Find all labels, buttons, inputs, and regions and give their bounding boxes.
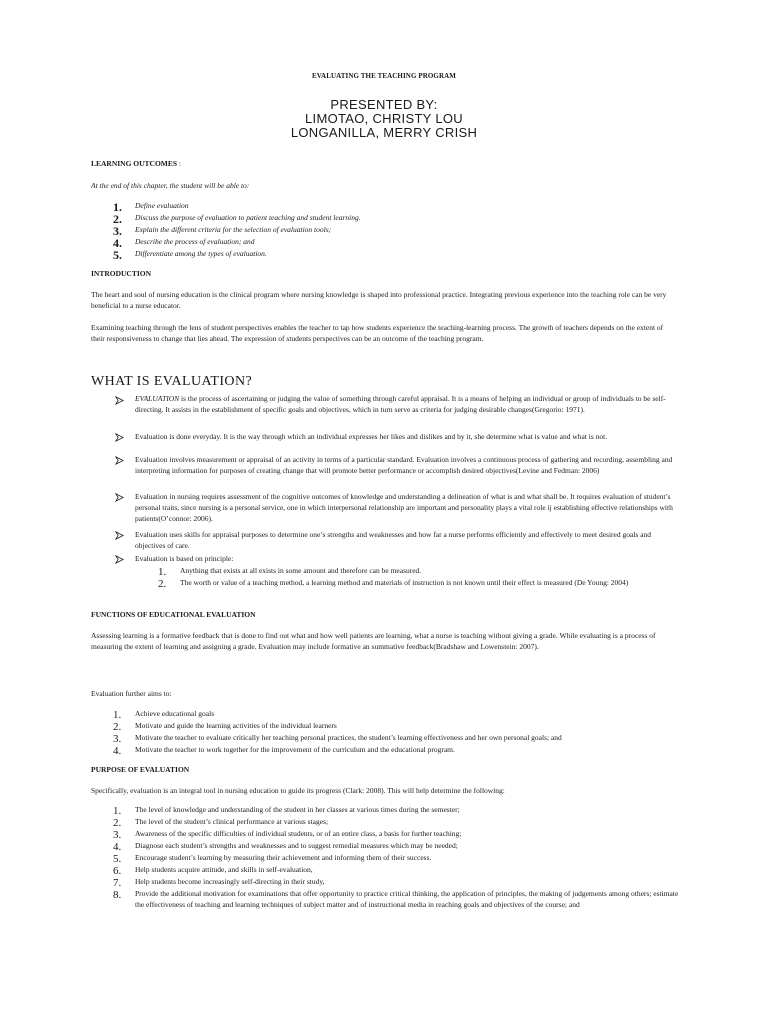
bullet-item: Evaluation in nursing requires assessment of the cognitive outcomes of knowledge and understanding a delineation of what is and what shall be. It requires evaluation of student’s personal traits, since nursing is a personal service, one in which interpersonal relationship are important and personality plays a vital role ij establishing effective relationships with patients(O’connor: 2006).: [135, 492, 673, 523]
list-number: 5.: [113, 853, 122, 865]
aim-item: Achieve educational goals: [135, 709, 215, 718]
heading-text: LEARNING OUTCOMES: [91, 159, 178, 168]
outcome-item: Differentiate among the types of evaluation.: [135, 249, 267, 258]
list-number: 2.: [113, 212, 122, 226]
aim-item: Motivate and guide the learning activities of the individual learners: [135, 721, 337, 730]
section-heading-functions: FUNCTIONS OF EDUCATIONAL EVALUATION: [91, 610, 256, 619]
outcome-item: Explain the different criteria for the selection of evaluation tools;: [135, 225, 332, 234]
bullet-item: Evaluation is based on principle:: [135, 554, 234, 563]
list-number: 3.: [113, 224, 122, 238]
list-number: 4.: [113, 236, 122, 250]
presenter-name: LONGANILLA, MERRY CRISH: [290, 125, 478, 140]
list-number: 1.: [113, 805, 122, 817]
list-number: 4.: [113, 841, 122, 853]
bullet-lead-word: EVALUATION: [135, 394, 180, 403]
purpose-item: Encourage student’s learning by measuring their achievement and informing them of their success.: [135, 853, 432, 862]
outcome-item: Describe the process of evaluation; and: [135, 237, 255, 246]
purpose-item: Help students acquire attitude, and skills in self-evaluation,: [135, 865, 313, 874]
bullet-text: is the process of ascertaining or judging the value of something through careful appraisal. It is a means of helping an individual or group of individuals to be self-directing. It assists in the establishment of specific goals and objectives, which in turn serve as criteria for judging desirable changes(Gregorio: 1971).: [135, 394, 666, 414]
purpose-item: Provide the additional motivation for examinations that offer opportunity to practice critical thinking, the application of principles, the making of judgements among others; estimate the effectiveness of teaching and learning techniques of subject matter and of instructional media in reaching goals and objectives of the course; and: [135, 889, 679, 909]
introduction-paragraph: Examining teaching through the lens of student perspectives enables the teacher to tap how students experience the teaching-learning process. The growth of teachers depends on the extent of their responsiveness to change that lies ahead. The expression of students perspectives can be an outcome of the teaching program.: [91, 323, 664, 343]
heading-colon: :: [178, 159, 182, 168]
purpose-item: Diagnose each student’s strengths and weaknesses and to suggest remedial measures which may be needed;: [135, 841, 458, 850]
bullet-item: Evaluation uses skills for appraisal purposes to determine one’s strengths and weaknesses and how far a nurse performs efficiently and effectively to meet desired goals and objectives of care.: [135, 530, 652, 550]
bullet-item: Evaluation involves measurement or appraisal of an activity in terms of a particular standard. Evaluation involves a continuous process of gathering and recording, assembling and interpreting information for purposes of creating change that will promote better performance or accomplish desired objectives(Levine and Fedman: 2006): [135, 455, 673, 475]
list-number: 1.: [113, 200, 122, 214]
list-number: 1.: [158, 566, 167, 578]
purpose-item: Help students become increasingly self-directing in their study,: [135, 877, 325, 886]
purpose-item: The level of knowledge and understanding of the student in her classes at various times during the semester;: [135, 805, 460, 814]
outcome-item: Define evaluation: [135, 201, 189, 210]
presenter-name: LIMOTAO, CHRISTY LOU: [305, 111, 463, 126]
outcome-item: Discuss the purpose of evaluation to patient teaching and student learning.: [135, 213, 361, 222]
purpose-item: The level of the student’s clinical performance at various stages;: [135, 817, 329, 826]
arrow-bullet-icon: [115, 433, 124, 442]
arrow-bullet-icon: [115, 396, 124, 405]
arrow-bullet-icon: [115, 555, 124, 564]
principle-item: Anything that exists at all exists in some amount and therefore can be measured.: [180, 566, 422, 575]
section-heading-purpose: PURPOSE OF EVALUATION: [91, 765, 190, 774]
section-heading-introduction: INTRODUCTION: [91, 269, 152, 278]
document-title: EVALUATING THE TEACHING PROGRAM: [312, 72, 456, 80]
aim-item: Motivate the teacher to evaluate critically her teaching personal practices, the student’s learning effectiveness and her own personal goals; and: [135, 733, 562, 742]
introduction-paragraph: The heart and soul of nursing education is the clinical program where nursing knowledge is shaped into professional practice. Integrating previous experience into the teaching role can be very beneficial to a nurse educator.: [91, 290, 667, 310]
section-heading-learning-outcomes: [91, 158, 181, 169]
arrow-bullet-icon: [115, 456, 124, 465]
arrow-bullet-icon: [115, 531, 124, 540]
list-number: 3.: [113, 733, 122, 745]
aims-intro: Evaluation further aims to:: [91, 689, 172, 698]
list-number: 2.: [113, 817, 122, 829]
section-heading-what-is-evaluation: WHAT IS EVALUATION?: [91, 374, 253, 389]
list-number: 5.: [113, 248, 122, 262]
list-number: 3.: [113, 829, 122, 841]
principle-item: The worth or value of a teaching method, a learning method and materials of instruction is not known until their effect is measured (De Young: 2004): [180, 578, 629, 587]
list-number: 1.: [113, 709, 122, 721]
list-number: 2.: [158, 578, 167, 590]
bullet-item: Evaluation is done everyday. It is the way through which an individual expresses her likes and dislikes and by it, she determine what is value and what is not.: [135, 432, 608, 441]
aim-item: Motivate the teacher to work together for the improvement of the curriculum and the educational program.: [135, 745, 455, 754]
presented-by: PRESENTED BY:: [330, 97, 438, 112]
arrow-bullet-icon: [115, 493, 124, 502]
functions-paragraph: Assessing learning is a formative feedback that is done to find out what and how well patients are learning, what a nurse is teaching without giving a grade. While evaluating is a process of measuring the extent of learning and assigning a grade. Evaluation may include formative an summative feedback(Bradshaw and Lowenstein: 2007).: [91, 631, 656, 651]
list-number: 4.: [113, 745, 122, 757]
list-number: 7.: [113, 877, 122, 889]
learning-outcomes-intro: At the end of this chapter, the student will be able to:: [91, 181, 250, 190]
purpose-paragraph: Specifically, evaluation is an integral tool in nursing education to guide its progress (Clark: 2008). This will help determine the following:: [91, 786, 505, 795]
list-number: 8.: [113, 889, 122, 901]
purpose-item: Awareness of the specific difficulties of individual students, or of an entire class, a basis for further teaching;: [135, 829, 462, 838]
bullet-item: [135, 393, 675, 415]
list-number: 2.: [113, 721, 122, 733]
list-number: 6.: [113, 865, 122, 877]
